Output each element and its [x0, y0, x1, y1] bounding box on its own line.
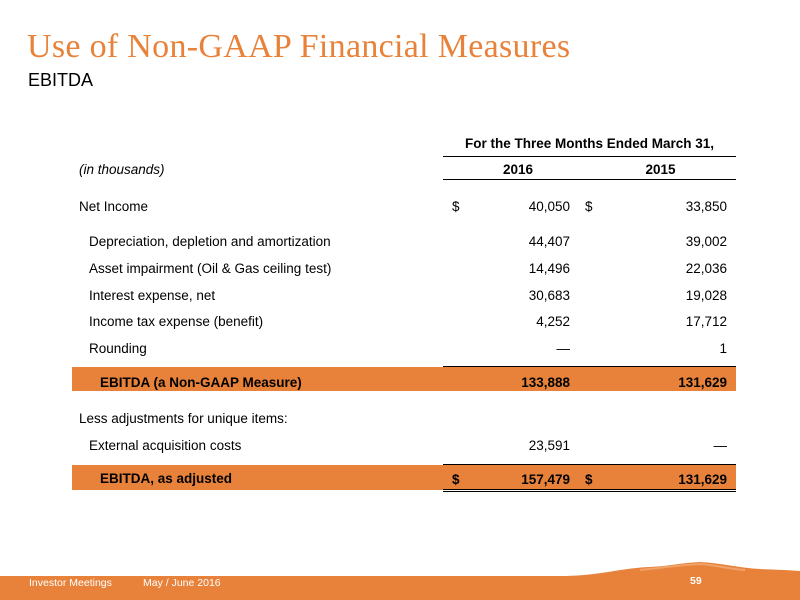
value-2015: 22,036	[685, 261, 727, 276]
section-label: Less adjustments for unique items:	[79, 411, 288, 426]
header-rule	[443, 156, 736, 157]
value-2016: 44,407	[528, 234, 570, 249]
row-label: Income tax expense (benefit)	[89, 314, 264, 329]
value-2016: 133,888	[521, 375, 570, 390]
value-2016: 14,496	[528, 261, 570, 276]
row-label: Net Income	[79, 199, 149, 214]
row-label: Asset impairment (Oil & Gas ceiling test)	[89, 261, 332, 276]
value-2015: 19,028	[685, 288, 727, 303]
value-2015: 131,629	[678, 472, 727, 487]
footer-mountain-band	[0, 562, 800, 600]
row-label: Interest expense, net	[89, 288, 216, 303]
value-2015: 1	[719, 341, 727, 356]
value-2016: 23,591	[528, 438, 570, 453]
page-number: 59	[690, 575, 702, 587]
column-header-2015: 2015	[645, 162, 676, 177]
value-2016: 40,050	[528, 199, 570, 214]
footer-event: Investor Meetings	[29, 577, 112, 589]
row-label: External acquisition costs	[89, 438, 242, 453]
value-2015: —	[713, 438, 727, 453]
total-double-rule-top	[443, 489, 736, 490]
currency-symbol: $	[452, 199, 460, 214]
value-2015: 17,712	[685, 314, 727, 329]
value-2016: —	[556, 341, 570, 356]
value-2016: 4,252	[536, 314, 570, 329]
row-label: Rounding	[89, 341, 147, 356]
period-header: For the Three Months Ended March 31,	[464, 136, 715, 151]
total-double-rule-bottom	[443, 491, 736, 492]
value-2015: 39,002	[685, 234, 727, 249]
currency-symbol: $	[585, 472, 593, 487]
column-header-2016: 2016	[502, 162, 534, 177]
currency-symbol: $	[452, 472, 460, 487]
total-rule	[443, 464, 736, 465]
page-title: Use of Non-GAAP Financial Measures	[27, 28, 571, 65]
currency-symbol: $	[585, 199, 593, 214]
units-label: (in thousands)	[79, 162, 165, 177]
footer-date: May / June 2016	[143, 577, 221, 589]
value-2016: 157,479	[521, 472, 570, 487]
value-2015: 131,629	[678, 375, 727, 390]
row-label: EBITDA (a Non-GAAP Measure)	[100, 375, 302, 390]
value-2016: 30,683	[528, 288, 570, 303]
row-label: EBITDA, as adjusted	[100, 471, 233, 486]
column-header-rule	[443, 179, 736, 180]
row-label: Depreciation, depletion and amortization	[89, 234, 331, 249]
value-2015: 33,850	[685, 199, 727, 214]
subtotal-rule	[443, 366, 736, 367]
page-subtitle: EBITDA	[28, 70, 94, 90]
